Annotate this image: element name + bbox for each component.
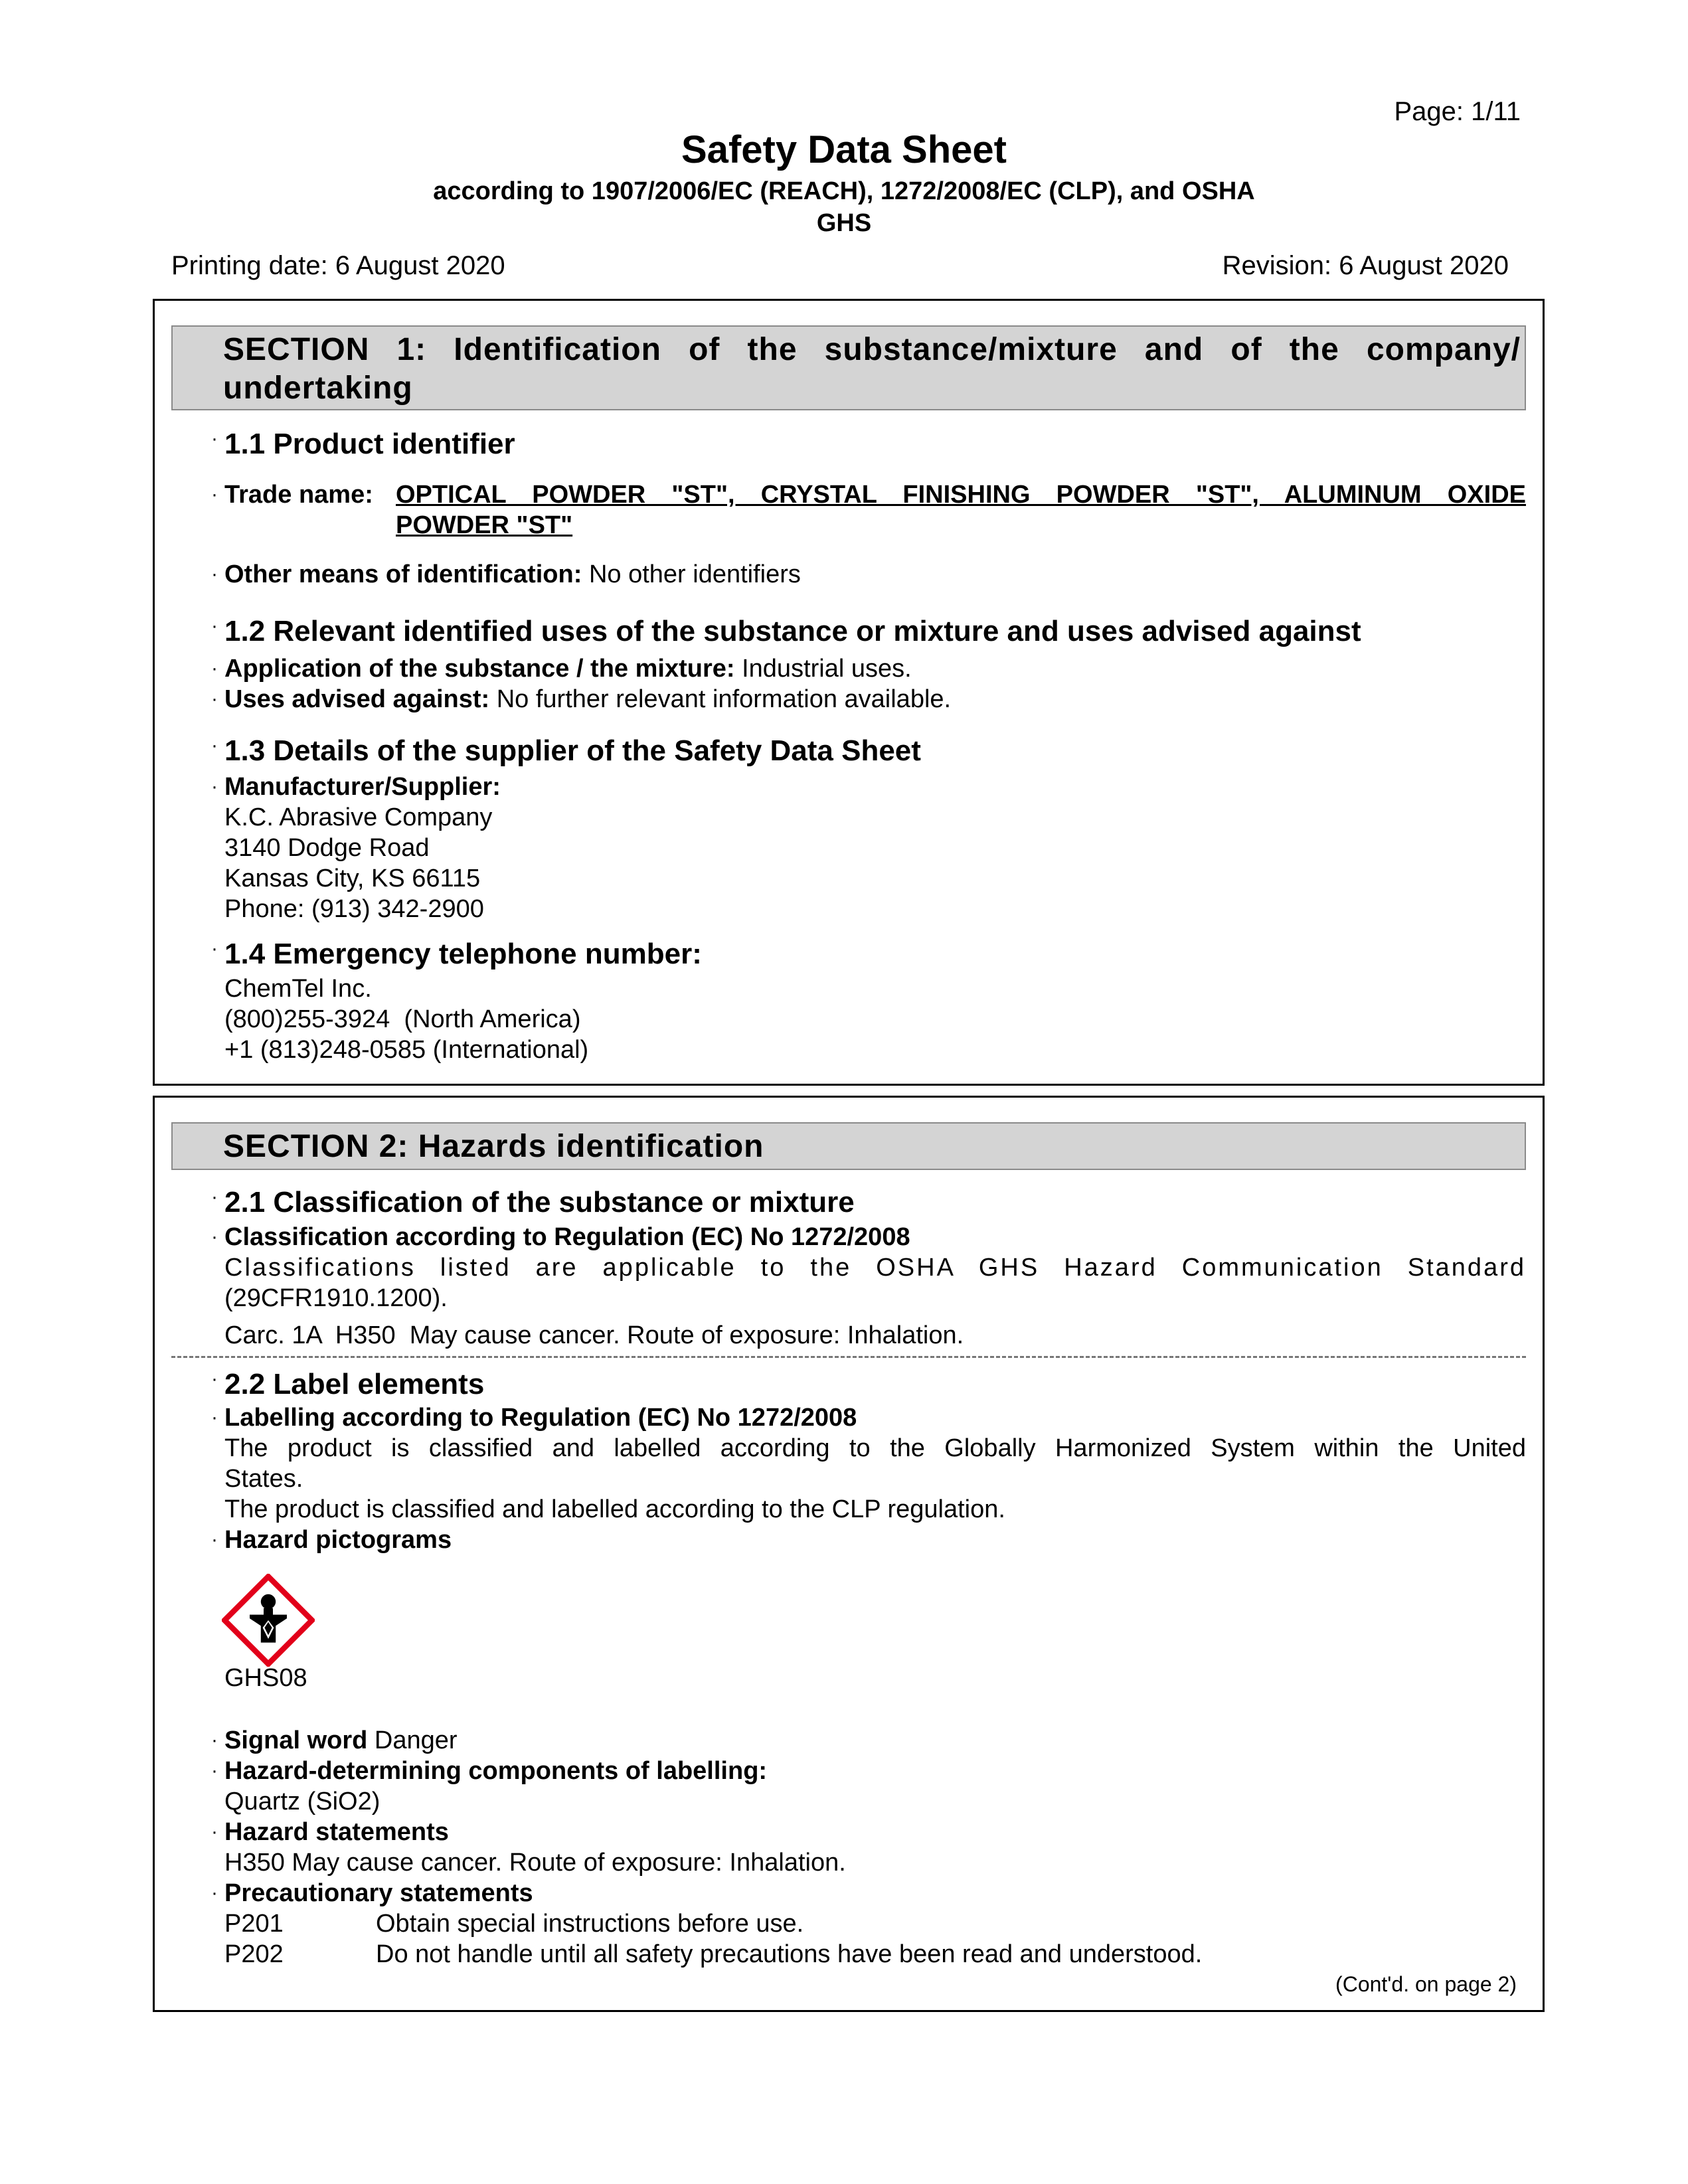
continued-note: (Cont'd. on page 2) (1335, 1972, 1517, 1996)
trade-name-value-line-1: OPTICAL POWDER "ST", CRYSTAL FINISHING POWDER "ST", ALUMINUM OXIDE (396, 481, 1526, 509)
signal-word: Danger (374, 1726, 458, 1754)
labelling-line-1: The product is classified and labelled according to the Globally Harmonized System within the United (224, 1434, 1526, 1462)
classification-line-1: Classifications listed are applicable to the OSHA GHS Hazard Communication Standard (224, 1254, 1526, 1282)
trade-name-value-line-2: POWDER "ST" (396, 511, 573, 539)
application: · Application of the substance / the mixture: Industrial uses. (211, 655, 912, 683)
carc-line: Carc. 1A H350 May cause cancer. Route of exposure: Inhalation. (224, 1321, 964, 1349)
s2-1-title: · 2.1 Classification of the substance or mixture (211, 1186, 855, 1218)
document-subtitle (0, 175, 1688, 239)
section-1-header (171, 325, 1526, 410)
s1-3-title: · 1.3 Details of the supplier of the Safety Data Sheet (211, 734, 921, 767)
subtitle-line-1: according to 1907/2006/EC (REACH), 1272/2008/EC (CLP), and OSHA (433, 177, 1255, 205)
hazard-details: · Signal word Danger · Hazard-determining components of labelling: Quartz (SiO2) · Hazard statements H350 May cause cancer. Route of exposure: Inhalation. · Precautionary statements P201 Obtain special instructions before use. P202 Do not handle until all safety precautions have been read and understood. (224, 1725, 1526, 1970)
manufacturer-line: 3140 Dodge Road (224, 834, 430, 862)
emergency-contacts (224, 973, 588, 1065)
health-hazard-icon (222, 1574, 315, 1667)
emergency-line: ChemTel Inc. (224, 975, 372, 1003)
classification-line-2: (29CFR1910.1200). (224, 1284, 448, 1312)
labelling: · Labelling according to Regulation (EC) No 1272/2008 The product is classified and labelled according to the Globally Harmonized System within the United States. The product is classified and labelled according to the CLP regulation. · Hazard pictograms (211, 1404, 1526, 1554)
printing-date: Printing date: 6 August 2020 (171, 251, 505, 280)
section-2-header: SECTION 2: Hazards identification (171, 1122, 1526, 1170)
manufacturer-line: Kansas City, KS 66115 (224, 865, 481, 892)
s2-2-title: · 2.2 Label elements (211, 1368, 485, 1400)
manufacturer-line: K.C. Abrasive Company (224, 803, 493, 831)
page-number: Page: 1/11 (1394, 97, 1521, 126)
uses-advised-against: · Uses advised against: No further relevant information available. (211, 685, 952, 713)
pictogram-code: GHS08 (224, 1664, 307, 1692)
precautionary-row: P202 Do not handle until all safety precautions have been read and understood. (224, 1940, 1203, 1968)
emergency-line: (800)255-3924 (North America) (224, 1005, 581, 1033)
section-1-heading-line-2: undertaking (223, 371, 413, 406)
precautionary-row: P201 Obtain special instructions before use. (224, 1910, 804, 1938)
divider (171, 1356, 1526, 1358)
manufacturer: · Manufacturer/Supplier: K.C. Abrasive Company 3140 Dodge Road Kansas City, KS 66115 Phone: (913) 342-2900 (211, 773, 501, 923)
hazard-component: Quartz (SiO2) (224, 1788, 380, 1815)
manufacturer-line: Phone: (913) 342-2900 (224, 895, 484, 923)
hazard-statement: H350 May cause cancer. Route of exposure: Inhalation. (224, 1849, 846, 1877)
other-means: · Other means of identification: No other identifiers (211, 560, 801, 588)
emergency-line: +1 (813)248-0585 (International) (224, 1036, 589, 1064)
trade-name-label: Trade name: (224, 481, 373, 509)
labelling-line-3: The product is classified and labelled according to the CLP regulation. (224, 1495, 1005, 1523)
subtitle-line-2: GHS (816, 209, 872, 237)
s1-4-title: · 1.4 Emergency telephone number: (211, 938, 702, 970)
section-1-heading-line-1: SECTION 1: Identification of the substance/mixture and of the company/ (223, 332, 1521, 367)
revision-date: Revision: 6 August 2020 (1222, 251, 1509, 280)
document-title: Safety Data Sheet (681, 128, 1007, 171)
s1-1-title: · 1.1 Product identifier (211, 428, 515, 460)
trade-name: · Trade name: OPTICAL POWDER "ST", CRYSTAL FINISHING POWDER "ST", ALUMINUM OXIDE POWDER "ST" (211, 481, 1526, 539)
classification: · Classification according to Regulation (EC) No 1272/2008 Classifications listed are applicable to the OSHA GHS Hazard Communication Standard (29CFR1910.1200). Carc. 1A H350 May cause cancer. Route of exposure: Inhalation. (211, 1223, 1526, 1349)
labelling-line-2: States. (224, 1465, 303, 1493)
s1-2-title: · 1.2 Relevant identified uses of the substance or mixture and uses advised against (211, 615, 1361, 647)
